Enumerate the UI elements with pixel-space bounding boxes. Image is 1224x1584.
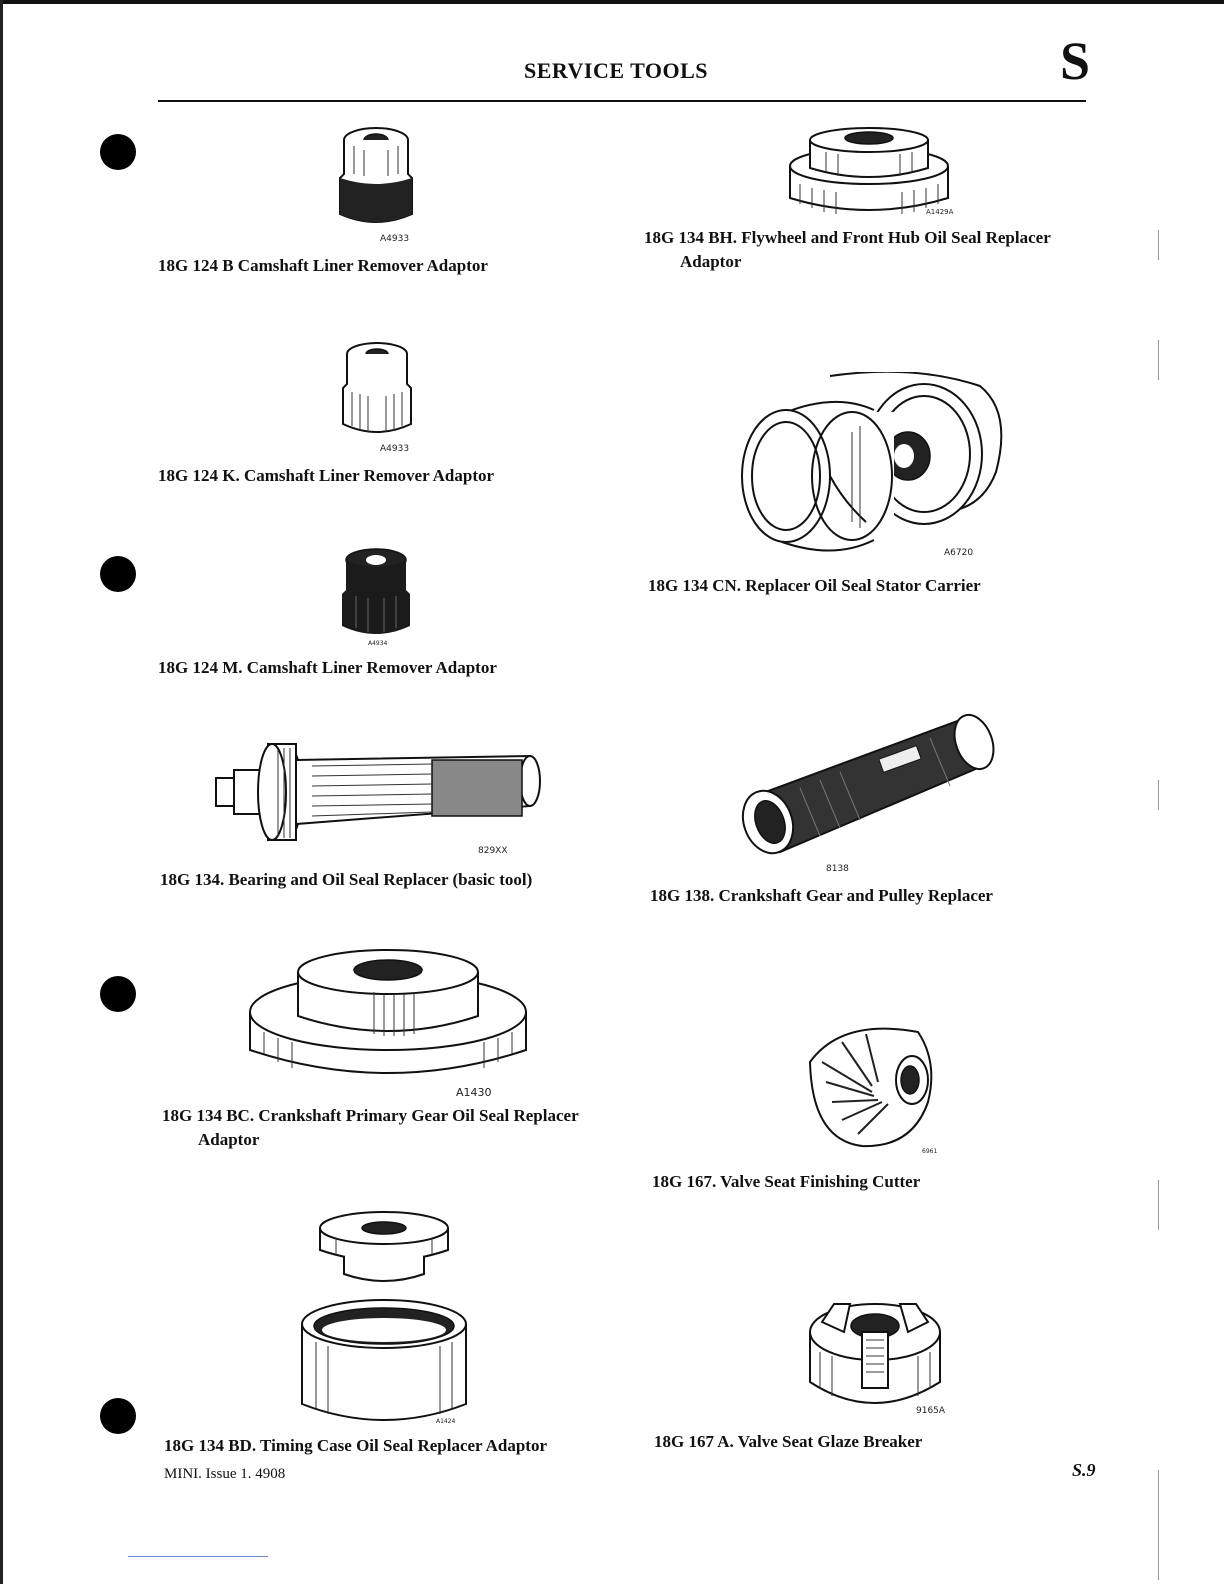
page-left-edge: [0, 0, 3, 1584]
tool-caption-continued: Adaptor: [680, 252, 742, 271]
tool-caption: 18G 134. Bearing and Oil Seal Replacer (basic tool): [160, 870, 533, 889]
timing-case-seal-adaptor-illustration: [296, 1208, 472, 1428]
figure-code: 829XX: [478, 846, 508, 856]
binder-hole-bullet: [100, 1398, 136, 1434]
figure-code: A4934: [368, 640, 388, 647]
tool-caption: 18G 167. Valve Seat Finishing Cutter: [652, 1172, 921, 1191]
figure-code: A1430: [456, 1086, 492, 1099]
primary-gear-seal-adaptor-illustration: [244, 946, 532, 1090]
stator-carrier-seal-replacer-illustration: [734, 372, 1004, 552]
camshaft-liner-adaptor-m-illustration: [338, 546, 414, 642]
flywheel-hub-seal-adaptor-illustration: [786, 126, 952, 216]
tool-caption: 18G 134 BH. Flywheel and Front Hub Oil Seal Replacer: [644, 228, 1051, 247]
figure-code: 9165A: [916, 1406, 946, 1416]
page-number: S.9: [1072, 1460, 1096, 1480]
footer-issue: MINI. Issue 1. 4908: [164, 1466, 286, 1482]
section-letter: S: [1060, 31, 1091, 91]
binder-hole-bullet: [100, 556, 136, 592]
tool-caption: 18G 124 M. Camshaft Liner Remover Adaptor: [158, 658, 497, 677]
valve-seat-glaze-breaker-illustration: [804, 1292, 946, 1420]
figure-code: A6720: [944, 548, 974, 558]
tool-caption: 18G 124 K. Camshaft Liner Remover Adaptor: [158, 466, 495, 485]
margin-mark: [1158, 1180, 1159, 1230]
figure-code: A1424: [436, 1418, 456, 1425]
camshaft-liner-adaptor-k-illustration: [338, 340, 416, 440]
crankshaft-gear-pulley-replacer-illustration: [730, 708, 1002, 860]
tool-caption: 18G 134 BD. Timing Case Oil Seal Replacer Adaptor: [164, 1436, 547, 1455]
header-rule: [158, 100, 1086, 102]
binder-hole-bullet: [100, 134, 136, 170]
tool-caption: 18G 138. Crankshaft Gear and Pulley Replacer: [650, 886, 993, 905]
tool-caption: 18G 124 B Camshaft Liner Remover Adaptor: [158, 256, 488, 275]
page-title: SERVICE TOOLS: [524, 58, 709, 83]
tool-caption: 18G 134 BC. Crankshaft Primary Gear Oil Seal Replacer: [162, 1106, 579, 1125]
margin-mark: [1158, 1470, 1159, 1580]
margin-mark: [1158, 340, 1159, 380]
tool-caption: 18G 134 CN. Replacer Oil Seal Stator Carrier: [648, 576, 981, 595]
page-top-edge: [0, 0, 1224, 4]
tool-caption: 18G 167 A. Valve Seat Glaze Breaker: [654, 1432, 923, 1451]
tool-caption-continued: Adaptor: [198, 1130, 260, 1149]
figure-code: A4933: [380, 444, 410, 454]
figure-code: 8138: [826, 864, 849, 874]
margin-mark: [1158, 230, 1159, 260]
figure-code: A1429A: [926, 208, 954, 216]
binder-hole-bullet: [100, 976, 136, 1012]
bottom-scan-mark: [128, 1556, 268, 1557]
valve-seat-finishing-cutter-illustration: [802, 1022, 938, 1152]
figure-code: A4933: [380, 234, 410, 244]
figure-code: 6961: [922, 1148, 938, 1155]
margin-mark: [1158, 780, 1159, 810]
camshaft-liner-adaptor-b-illustration: [334, 124, 418, 230]
bearing-seal-replacer-basic-tool-illustration: [212, 740, 548, 844]
